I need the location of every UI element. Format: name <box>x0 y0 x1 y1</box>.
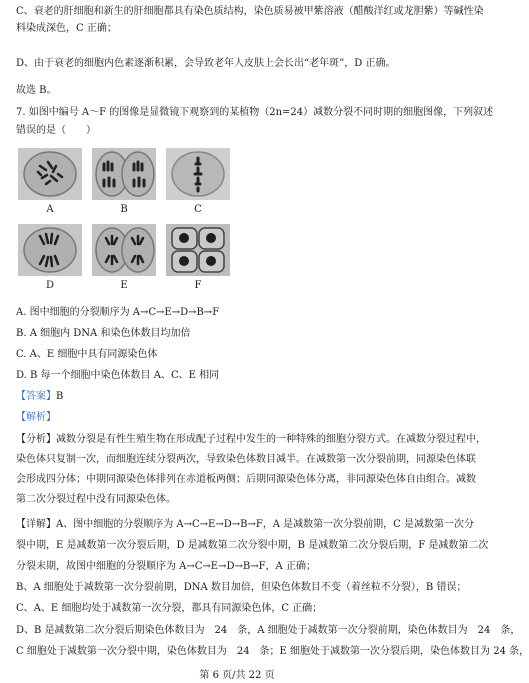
option-a: A. 图中细胞的分裂顺序为 A→C→E→D→B→F <box>16 307 220 318</box>
detail-line: 裂中期，E 是减数第一次分裂后期，D 是减数第二次分裂中期，B 是减数第二次分裂后期，F 是减数第二次 <box>16 540 489 551</box>
image-label-f: F <box>194 280 202 291</box>
analysis-line: 会形成四分体；中期同源染色体排列在赤道板两侧；后期同源染色体分离，非同源染色体自由组合。减数 <box>16 474 476 485</box>
cell-image-c <box>166 148 230 200</box>
cell-image-d <box>18 224 82 276</box>
detail-line: C、A、E 细胞均处于减数第一次分裂，都具有同源染色体，C 正确； <box>16 603 323 614</box>
cell-image-e <box>92 224 156 276</box>
text-line: 料染成深色，C 正确； <box>16 23 117 34</box>
option-d: D. B 每一个细胞中染色体数目 A、C、E 相同 <box>16 370 220 381</box>
detail-line: 分裂末期，故图中细胞的分裂顺序为 A→C→E→D→B→F，A 正确； <box>16 561 316 572</box>
page-footer: 第 6 页/共 22 页 <box>199 670 275 681</box>
cell-image-a <box>18 148 82 200</box>
image-label-d: D <box>45 280 55 291</box>
answer-value: B <box>56 391 64 402</box>
question-stem: 7. 如图中编号 A～F 的图像是显微镜下观察到的某植物（2n=24）减数分裂不同时期的细胞图像，下列叙述 <box>16 107 494 118</box>
image-label-e: E <box>120 280 128 291</box>
analysis-tag: 【解析】 <box>16 412 56 423</box>
text-line: C、衰老的肝细胞和新生的肝细胞都具有染色质结构，染色质易被甲紫溶液（醋酸洋红或龙胆紫）等碱性染 <box>16 6 484 17</box>
cell-image-f <box>166 224 230 276</box>
analysis-line: 第二次分裂过程中没有同源染色体。 <box>16 494 176 505</box>
detail-line: C 细胞处于减数第一次分裂中期，染色体数目为 24 条；E 细胞处于减数第一次分裂后期，染色体数目为 24 条， <box>16 646 529 657</box>
cell-image-b <box>92 148 156 200</box>
detail-line: D、B 是减数第二次分裂后期染色体数目为 24 条，A 细胞处于减数第一次分裂前期，染色体数目为 24 条， <box>16 625 521 636</box>
analysis-line: 【分析】减数分裂是有性生殖生物在形成配子过程中发生的一种特殊的细胞分裂方式。在减数分裂过程中， <box>16 434 486 445</box>
analysis-line: 染色体只复制一次，而细胞连续分裂两次，导致染色体数目减半。在减数第一次分裂前期，同源染色体联 <box>16 454 476 465</box>
text-line: D、由于衰老的细胞内色素逐渐积累，会导致老年人皮肤上会长出“老年斑”，D 正确。 <box>16 58 396 69</box>
image-label-b: B <box>120 204 128 215</box>
text-line: 故选 B。 <box>16 85 57 96</box>
answer-line <box>16 390 460 403</box>
answer-tag: 【答案】 <box>16 391 56 402</box>
image-label-c: C <box>194 204 202 215</box>
image-label-a: A <box>46 204 54 215</box>
option-b: B. A 细胞内 DNA 和染色体数目均加倍 <box>16 328 191 339</box>
detail-line: 【详解】A、图中细胞的分裂顺序为 A→C→E→D→B→F，A 是减数第一次分裂前期，C 是减数第一次分 <box>16 519 475 530</box>
option-c: C. A、E 细胞中具有同源染色体 <box>16 349 158 360</box>
detail-line: B、A 细胞处于减数第一次分裂前期，DNA 数目加倍，但染色体数目不变（着丝粒不分裂），B 错误； <box>16 582 467 593</box>
question-stem: 错误的是（ ） <box>16 125 96 136</box>
